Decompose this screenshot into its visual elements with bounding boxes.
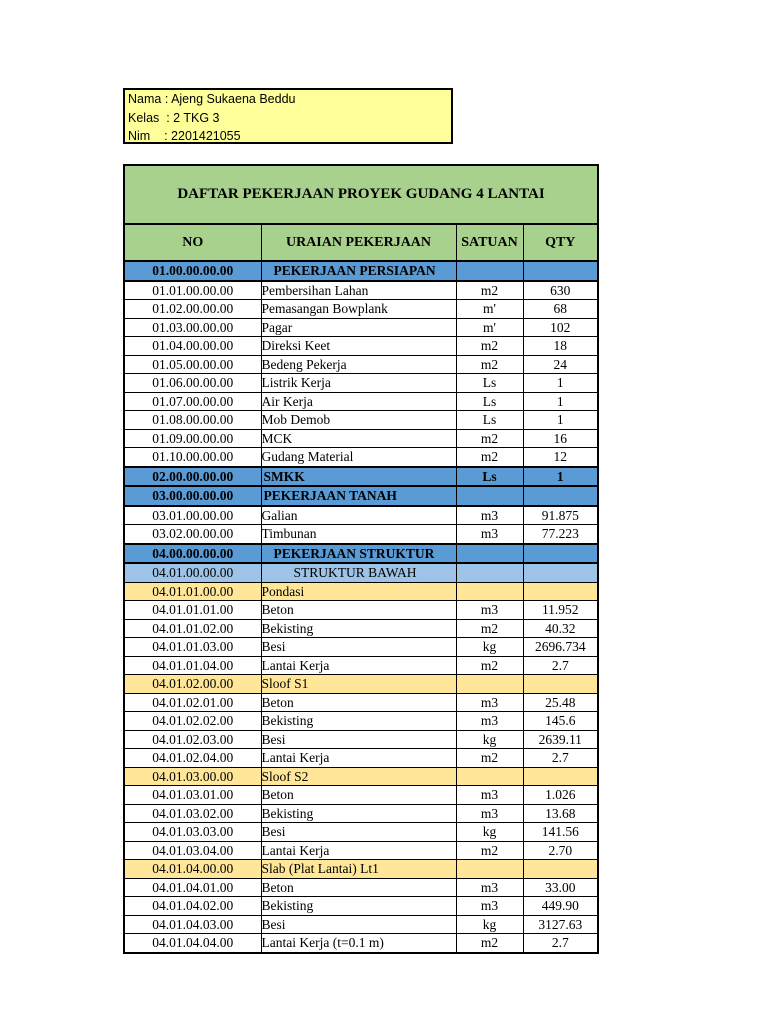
cell-no: 03.02.00.00.00 (124, 525, 261, 544)
cell-no: 04.01.03.00.00 (124, 767, 261, 786)
section-row (124, 544, 598, 564)
cell-qty: 2.7 (523, 934, 598, 953)
cell-qty: 24 (523, 355, 598, 374)
table-row (124, 878, 598, 897)
cell-unit (456, 486, 523, 506)
cell-no: 01.00.00.00.00 (124, 261, 261, 281)
table-row (124, 355, 598, 374)
cell-description: PEKERJAAN PERSIAPAN (261, 261, 456, 281)
cell-qty: 102 (523, 318, 598, 337)
table-row (124, 804, 598, 823)
cell-unit: m' (456, 318, 523, 337)
table-body (124, 261, 598, 953)
cell-description: Slab (Plat Lantai) Lt1 (261, 860, 456, 879)
cell-description: Pembersihan Lahan (261, 281, 456, 300)
section-row (124, 467, 598, 487)
cell-unit: m3 (456, 804, 523, 823)
cell-unit: m2 (456, 281, 523, 300)
cell-qty: 145.6 (523, 712, 598, 731)
student-name: Nama : Ajeng Sukaena Beddu (128, 92, 296, 106)
group-row (124, 767, 598, 786)
cell-unit: Ls (456, 374, 523, 393)
cell-unit: m3 (456, 525, 523, 544)
cell-description: Pagar (261, 318, 456, 337)
student-nim: Nim : 2201421055 (128, 129, 241, 143)
cell-description: Beton (261, 878, 456, 897)
cell-qty (523, 261, 598, 281)
table-row (124, 374, 598, 393)
cell-no: 01.06.00.00.00 (124, 374, 261, 393)
table-row (124, 749, 598, 768)
table-row (124, 506, 598, 525)
cell-unit: m2 (456, 749, 523, 768)
group-row (124, 582, 598, 601)
cell-description: Air Kerja (261, 392, 456, 411)
section-row (124, 261, 598, 281)
cell-description: Gudang Material (261, 448, 456, 467)
cell-qty (523, 486, 598, 506)
student-class: Kelas : 2 TKG 3 (128, 110, 220, 125)
cell-qty (523, 563, 598, 582)
cell-no: 04.01.02.04.00 (124, 749, 261, 768)
cell-description: Sloof S2 (261, 767, 456, 786)
cell-qty: 2.70 (523, 841, 598, 860)
cell-qty: 3127.63 (523, 915, 598, 934)
cell-no: 04.01.03.02.00 (124, 804, 261, 823)
cell-unit: m2 (456, 355, 523, 374)
table-row (124, 915, 598, 934)
cell-unit: m2 (456, 656, 523, 675)
table-row (124, 619, 598, 638)
cell-qty: 449.90 (523, 897, 598, 916)
table-title: DAFTAR PEKERJAAN PROYEK GUDANG 4 LANTAI (124, 165, 598, 224)
cell-description: Pemasangan Bowplank (261, 300, 456, 319)
cell-description: Beton (261, 786, 456, 805)
cell-qty (523, 767, 598, 786)
table-row (124, 841, 598, 860)
cell-unit: m3 (456, 693, 523, 712)
cell-qty: 12 (523, 448, 598, 467)
table-row (124, 897, 598, 916)
cell-description: Besi (261, 730, 456, 749)
table-row (124, 300, 598, 319)
cell-unit: kg (456, 730, 523, 749)
cell-description: Beton (261, 601, 456, 620)
cell-no: 01.07.00.00.00 (124, 392, 261, 411)
cell-no: 04.01.04.02.00 (124, 897, 261, 916)
cell-qty: 77.223 (523, 525, 598, 544)
cell-description: Timbunan (261, 525, 456, 544)
table-row (124, 411, 598, 430)
cell-no: 04.01.01.00.00 (124, 582, 261, 601)
cell-qty (523, 544, 598, 564)
table-row (124, 823, 598, 842)
cell-no: 04.01.04.04.00 (124, 934, 261, 953)
cell-description: Sloof S1 (261, 675, 456, 694)
table-row (124, 281, 598, 300)
cell-no: 04.01.04.01.00 (124, 878, 261, 897)
table-row (124, 934, 598, 953)
table-title-row (124, 165, 598, 224)
cell-no: 04.01.01.03.00 (124, 638, 261, 657)
cell-qty: 25.48 (523, 693, 598, 712)
cell-qty: 68 (523, 300, 598, 319)
cell-description: Besi (261, 915, 456, 934)
cell-description: PEKERJAAN TANAH (261, 486, 456, 506)
table-row (124, 318, 598, 337)
cell-unit: m2 (456, 619, 523, 638)
cell-description: PEKERJAAN STRUKTUR (261, 544, 456, 564)
cell-qty: 40.32 (523, 619, 598, 638)
cell-no: 04.01.04.03.00 (124, 915, 261, 934)
cell-no: 04.01.03.01.00 (124, 786, 261, 805)
cell-qty: 141.56 (523, 823, 598, 842)
cell-no: 04.00.00.00.00 (124, 544, 261, 564)
cell-unit: m2 (456, 934, 523, 953)
cell-description: Lantai Kerja (261, 841, 456, 860)
cell-no: 04.01.01.01.00 (124, 601, 261, 620)
cell-qty (523, 860, 598, 879)
table-row (124, 337, 598, 356)
cell-unit: Ls (456, 467, 523, 487)
cell-unit: m3 (456, 506, 523, 525)
section-row (124, 486, 598, 506)
table-header-row (124, 224, 598, 261)
cell-qty: 2696.734 (523, 638, 598, 657)
cell-no: 03.01.00.00.00 (124, 506, 261, 525)
cell-no: 01.02.00.00.00 (124, 300, 261, 319)
cell-qty: 1.026 (523, 786, 598, 805)
cell-qty (523, 675, 598, 694)
cell-no: 01.10.00.00.00 (124, 448, 261, 467)
cell-no: 04.01.02.03.00 (124, 730, 261, 749)
cell-no: 04.01.04.00.00 (124, 860, 261, 879)
cell-unit: m3 (456, 601, 523, 620)
student-info-box (123, 88, 453, 144)
table-row (124, 448, 598, 467)
cell-qty: 630 (523, 281, 598, 300)
work-list-table (123, 164, 599, 954)
cell-qty: 33.00 (523, 878, 598, 897)
table-row (124, 392, 598, 411)
table-row (124, 429, 598, 448)
table-row (124, 601, 598, 620)
table-row (124, 525, 598, 544)
table-row (124, 712, 598, 731)
cell-unit: m2 (456, 337, 523, 356)
cell-unit: m3 (456, 897, 523, 916)
cell-unit: kg (456, 638, 523, 657)
cell-no: 04.01.02.00.00 (124, 675, 261, 694)
cell-no: 01.05.00.00.00 (124, 355, 261, 374)
cell-description: Bekisting (261, 897, 456, 916)
cell-no: 01.09.00.00.00 (124, 429, 261, 448)
cell-unit: m2 (456, 429, 523, 448)
header-description: URAIAN PEKERJAAN (261, 224, 456, 261)
cell-no: 04.01.01.02.00 (124, 619, 261, 638)
table-row (124, 638, 598, 657)
cell-qty: 1 (523, 392, 598, 411)
header-no: NO (124, 224, 261, 261)
cell-description: STRUKTUR BAWAH (261, 563, 456, 582)
cell-description: Lantai Kerja (t=0.1 m) (261, 934, 456, 953)
cell-qty: 2.7 (523, 656, 598, 675)
cell-description: Mob Demob (261, 411, 456, 430)
cell-qty: 18 (523, 337, 598, 356)
table-row (124, 693, 598, 712)
cell-no: 04.01.01.04.00 (124, 656, 261, 675)
cell-no: 01.03.00.00.00 (124, 318, 261, 337)
cell-unit (456, 544, 523, 564)
cell-qty: 1 (523, 411, 598, 430)
cell-description: Bekisting (261, 712, 456, 731)
cell-unit (456, 860, 523, 879)
cell-qty: 91.875 (523, 506, 598, 525)
cell-description: Besi (261, 823, 456, 842)
cell-unit: m2 (456, 841, 523, 860)
cell-unit: m' (456, 300, 523, 319)
cell-description: MCK (261, 429, 456, 448)
cell-description: Direksi Keet (261, 337, 456, 356)
cell-qty: 1 (523, 467, 598, 487)
cell-unit (456, 261, 523, 281)
cell-description: Listrik Kerja (261, 374, 456, 393)
cell-description: Bekisting (261, 804, 456, 823)
cell-description: Lantai Kerja (261, 656, 456, 675)
table-row (124, 786, 598, 805)
cell-no: 04.01.02.02.00 (124, 712, 261, 731)
cell-qty: 11.952 (523, 601, 598, 620)
cell-unit: m3 (456, 786, 523, 805)
cell-unit (456, 563, 523, 582)
cell-qty: 1 (523, 374, 598, 393)
cell-description: Pondasi (261, 582, 456, 601)
header-qty: QTY (523, 224, 598, 261)
cell-qty: 16 (523, 429, 598, 448)
cell-qty: 2.7 (523, 749, 598, 768)
cell-unit: m2 (456, 448, 523, 467)
cell-no: 04.01.02.01.00 (124, 693, 261, 712)
cell-no: 02.00.00.00.00 (124, 467, 261, 487)
cell-description: Lantai Kerja (261, 749, 456, 768)
cell-description: Galian (261, 506, 456, 525)
cell-unit: kg (456, 823, 523, 842)
cell-no: 04.01.03.04.00 (124, 841, 261, 860)
cell-qty: 13.68 (523, 804, 598, 823)
cell-no: 01.04.00.00.00 (124, 337, 261, 356)
subsection-row (124, 563, 598, 582)
header-unit: SATUAN (456, 224, 523, 261)
cell-description: SMKK (261, 467, 456, 487)
cell-description: Bekisting (261, 619, 456, 638)
table-row (124, 656, 598, 675)
cell-unit (456, 675, 523, 694)
cell-unit (456, 582, 523, 601)
cell-qty (523, 582, 598, 601)
group-row (124, 860, 598, 879)
cell-description: Bedeng Pekerja (261, 355, 456, 374)
group-row (124, 675, 598, 694)
cell-description: Besi (261, 638, 456, 657)
cell-no: 01.08.00.00.00 (124, 411, 261, 430)
cell-no: 04.01.03.03.00 (124, 823, 261, 842)
cell-unit: kg (456, 915, 523, 934)
cell-unit: m3 (456, 712, 523, 731)
table-row (124, 730, 598, 749)
cell-qty: 2639.11 (523, 730, 598, 749)
cell-no: 03.00.00.00.00 (124, 486, 261, 506)
cell-unit (456, 767, 523, 786)
cell-no: 04.01.00.00.00 (124, 563, 261, 582)
cell-unit: Ls (456, 411, 523, 430)
cell-no: 01.01.00.00.00 (124, 281, 261, 300)
cell-unit: m3 (456, 878, 523, 897)
cell-description: Beton (261, 693, 456, 712)
cell-unit: Ls (456, 392, 523, 411)
